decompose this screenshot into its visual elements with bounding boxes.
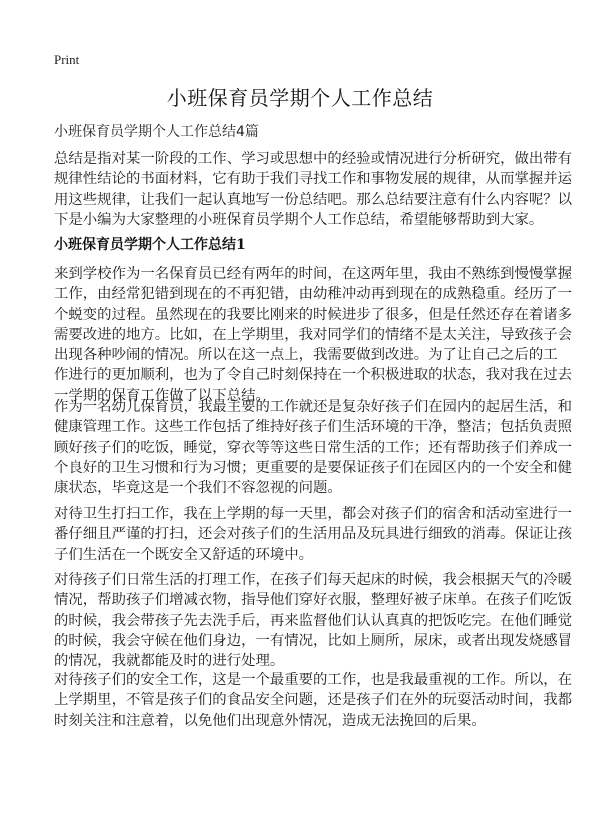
body-paragraph-4 xyxy=(54,570,573,671)
body-paragraph-3 xyxy=(54,504,573,565)
text-line: 个良好的卫生习惯和行为习惯；更重要的是要保证孩子们在园区内的一个安全和健 xyxy=(54,459,573,476)
text-line: 的时候，我会守候在他们身边，一有情况，比如上厕所，尿床，或者出现发烧感冒 xyxy=(54,632,573,649)
text-line: 的时候，我会带孩子先去洗手后，再来监督他们认认真真的把饭吃完。在他们睡觉 xyxy=(54,612,573,629)
text-line: 情况，帮助孩子们增减衣物，指导他们穿好衣服，整理好被子床单。在孩子们吃饭 xyxy=(54,592,573,609)
text-line: 出现各种吵闹的情况。所以在这一点上，我需要做到改进。为了让自己之后的工 xyxy=(54,347,558,364)
text-line: 时刻关注和注意着，以免他们出现意外情况，造成无法挽回的后果。 xyxy=(54,712,486,729)
text-line: 作为一名幼儿保育员，我最主要的工作就还是复杂好孩子们在园内的起居生活，和 xyxy=(54,399,573,415)
text-line: 顾好孩子们的吃饭，睡觉，穿衣等等这些日常生活的工作；还有帮助孩子们养成一 xyxy=(54,439,573,456)
print-label: Print xyxy=(54,52,80,67)
text-line: 子们生活在一个既安全又舒适的环境中。 xyxy=(54,546,314,563)
text-line: 总结是指对某一阶段的工作、学习或思想中的经验或情况进行分析研究，做出带有 xyxy=(54,151,573,167)
text-line: 个蜕变的过程。虽然现在的我要比刚来的时候进步了很多，但是任然还存在着诸多 xyxy=(54,306,573,323)
text-line: 康状态，毕竟这是一个我们不容忽视的问题。 xyxy=(54,480,342,497)
text-line: 健康管理工作。这些工作包括了维持好孩子们生活环境的干净，整洁；包括负责照 xyxy=(54,419,573,436)
text-line: 上学期里，不管是孩子们的食品安全问题，还是孩子们在外的玩耍活动时间，我都 xyxy=(54,692,573,709)
text-line: 工作，由经常犯错到现在的不再犯错，由幼稚冲动再到现在的成熟稳重。经历了一 xyxy=(54,286,573,303)
intro-paragraph xyxy=(54,149,573,230)
text-line: 的情况，我就都能及时的进行处理。 xyxy=(54,653,285,670)
text-line: 番仔细且严谨的打扫，还会对孩子们的生活用品及玩具进行细致的消毒。保证让孩 xyxy=(54,526,573,543)
text-line: 规律性结论的书面材料，它有助于我们寻找工作和事物发展的规律，从而掌握并运 xyxy=(54,171,573,188)
text-line: 下是小编为大家整理的小班保育员学期个人工作总结，希望能够帮助到大家。 xyxy=(54,211,544,228)
text-line: 需要改进的地方。比如，在上学期里，我对同学们的情绪不是太关注，导致孩子会 xyxy=(54,326,573,343)
text-line: 用这些规律，让我们一起认真地写一份总结吧。那么总结要注意有什么内容呢？以 xyxy=(54,191,573,208)
text-line: 对待孩子们日常生活的打理工作，在孩子们每天起床的时候，我会根据天气的冷暖 xyxy=(54,572,573,588)
body-paragraph-5 xyxy=(54,670,573,731)
text-line: 对待卫生打扫工作，我在上学期的每一天里，都会对孩子们的宿舍和活动室进行一 xyxy=(54,506,573,522)
text-line: 对待孩子们的安全工作，这是一个最重要的工作，也是我最重视的工作。所以，在 xyxy=(54,672,573,688)
section-heading: 小班保育员学期个人工作总结1 xyxy=(54,237,246,253)
body-paragraph-2 xyxy=(54,397,573,498)
text-line: 作进行的更加顺利，也为了令自己时刻保持在一个积极进取的状态，我对我在过去 xyxy=(54,367,573,384)
text-line: 一学期的保育工作做了以下总结。 xyxy=(54,387,270,404)
document-subtitle: 小班保育员学期个人工作总结4篇 xyxy=(54,124,259,140)
text-line: 来到学校作为一名保育员已经有两年的时间，在这两年里，我由不熟练到慢慢掌握 xyxy=(54,266,573,282)
body-paragraph-1 xyxy=(54,264,573,406)
document-title: 小班保育员学期个人工作总结 xyxy=(166,86,434,110)
